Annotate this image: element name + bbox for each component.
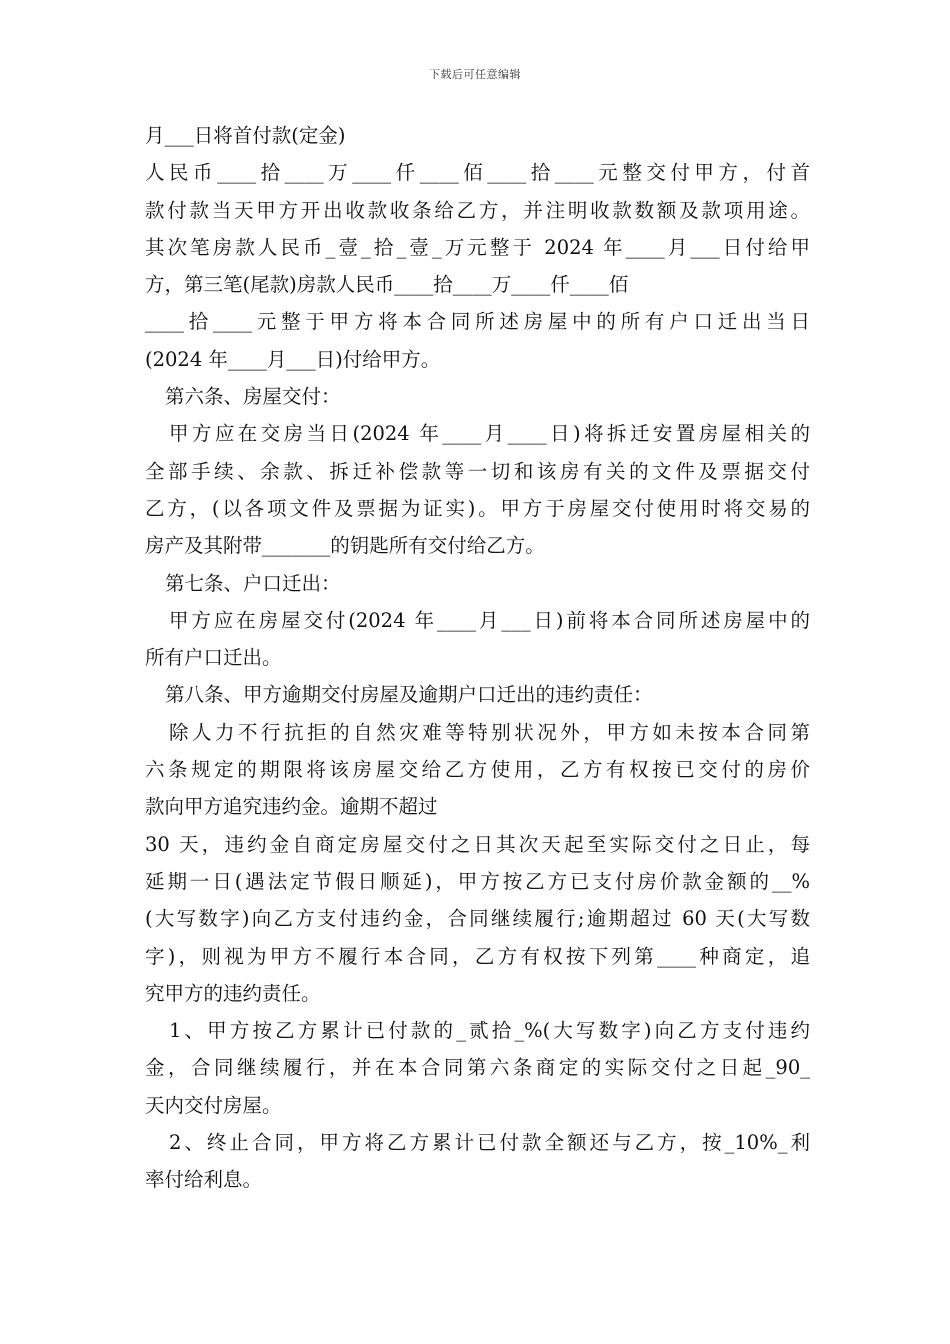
text-line: 款向甲方追究违约金。逾期不超过 xyxy=(145,795,438,819)
section-heading: 第七条、户口迁出： xyxy=(165,571,341,595)
text-line: 字)，则视为甲方不履行本合同，乙方有权按下列第____种商定，追 xyxy=(145,944,810,968)
text-line: 所有户口迁出。 xyxy=(145,646,282,670)
text-line: 方，第三笔(尾款)房款人民币____拾____万____仟____佰 xyxy=(145,273,629,297)
section-heading: 第八条、甲方逾期交付房屋及逾期户口迁出的违约责任： xyxy=(165,683,653,707)
text-line: 甲方应在房屋交付(2024 年____月___日)前将本合同所述房屋中的 xyxy=(169,608,810,632)
text-line: 究甲方的违约责任。 xyxy=(145,981,321,1005)
text-line: 房产及其附带_______的钥匙所有交付给乙方。 xyxy=(145,534,545,558)
list-item: 1、甲方按乙方累计已付款的_贰拾_%(大写数字)向乙方支付违约 xyxy=(169,1019,810,1043)
text-line: 天内交付房屋。 xyxy=(145,1093,282,1117)
text-line: (大写数字)向乙方支付违约金，合同继续履行;逾期超过 60 天(大写数 xyxy=(145,907,810,931)
text-line: 乙方，(以各项文件及票据为证实)。甲方于房屋交付使用时将交易的 xyxy=(145,496,810,520)
text-line: 月___日将首付款(定金) xyxy=(145,124,346,147)
text-line: 其次笔房款人民币_壹_拾_壹_万元整于 2024 年____月___日付给甲 xyxy=(145,235,810,259)
document-body xyxy=(145,117,810,1199)
section-heading: 第六条、房屋交付： xyxy=(165,385,341,409)
page-header: 下载后可任意编辑 xyxy=(429,68,521,81)
text-line: 率付给利息。 xyxy=(145,1168,263,1192)
list-item: 2、终止合同，甲方将乙方累计已付款全额还与乙方，按_10%_利 xyxy=(169,1131,810,1155)
text-line: ____拾____元整于甲方将本合同所述房屋中的所有户口迁出当日 xyxy=(145,310,810,334)
text-line: 全部手续、余款、拆迁补偿款等一切和该房有关的文件及票据交付 xyxy=(145,459,810,483)
text-line: 六条规定的期限将该房屋交给乙方使用，乙方有权按已交付的房价 xyxy=(145,758,810,782)
text-line: 甲方应在交房当日(2024 年____月____日)将拆迁安置房屋相关的 xyxy=(169,422,810,446)
text-line: (2024 年____月___日)付给甲方。 xyxy=(145,347,441,371)
text-line: 金，合同继续履行，并在本合同第六条商定的实际交付之日起_90_ xyxy=(145,1056,810,1080)
text-line: 款付款当天甲方开出收款收条给乙方，并注明收款数额及款项用途。 xyxy=(145,198,810,222)
text-line: 人民币____拾____万____仟____佰____拾____元整交付甲方，付首 xyxy=(145,161,810,185)
text-line: 30 天，违约金自商定房屋交付之日其次天起至实际交付之日止，每 xyxy=(145,832,810,856)
text-line: 延期一日(遇法定节假日顺延)，甲方按乙方已支付房价款金额的__% xyxy=(145,869,810,893)
text-line: 除人力不行抗拒的自然灾难等特别状况外，甲方如未按本合同第 xyxy=(169,720,810,744)
